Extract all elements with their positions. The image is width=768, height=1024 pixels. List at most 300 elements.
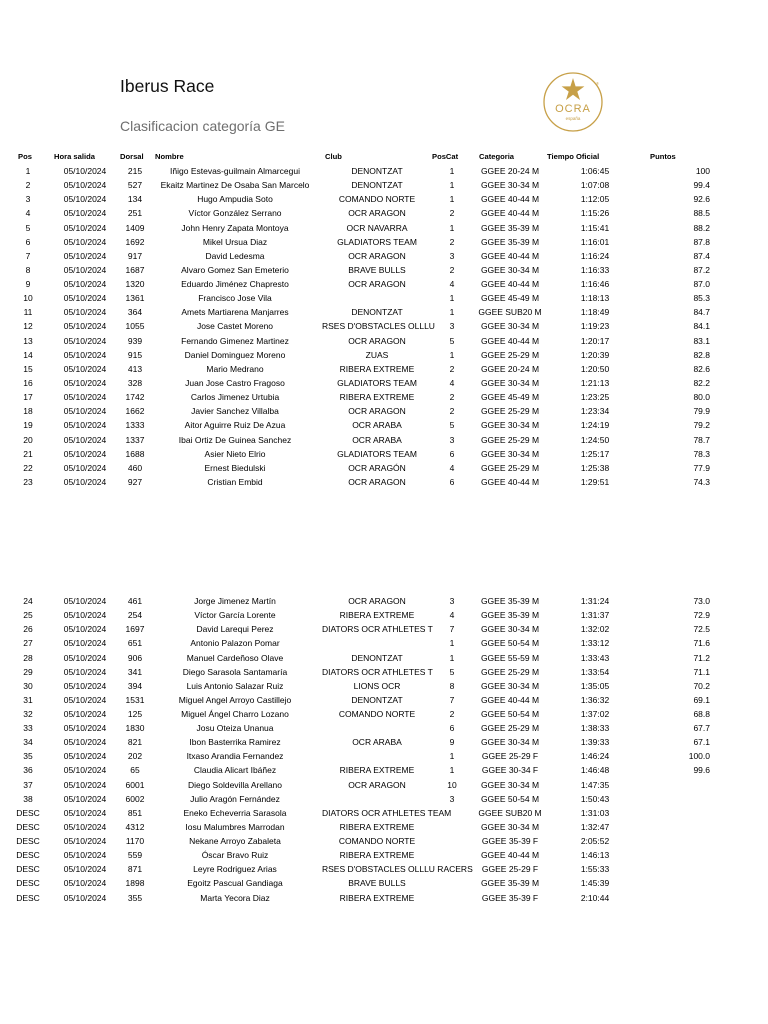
cell-pos: 21 (23, 448, 33, 459)
cell-points (646, 834, 710, 848)
table-row (0, 820, 768, 834)
cell-category-position: 2 (449, 363, 455, 374)
cell-bib: 1055 (125, 321, 145, 332)
cell-club: DENONTZAT (351, 180, 403, 191)
cell-club: DENONTZAT (351, 307, 403, 318)
cell-category: GGEE 25-29 M (480, 723, 540, 734)
cell-bib: 254 (127, 610, 143, 621)
cell-start-time: 05/10/2024 (63, 751, 107, 762)
table-row (0, 319, 768, 333)
cell-name: Egoitz Pascual Gandiaga (187, 878, 283, 889)
cell-name: Diego Soldevilla Arellano (187, 779, 283, 790)
cell-category: GGEE 50-54 M (480, 638, 540, 649)
table-row (0, 876, 768, 890)
cell-points: 78.7 (693, 434, 710, 445)
table-row (0, 390, 768, 404)
cell-pos: 32 (23, 709, 33, 719)
cell-official-time: 1:25:38 (580, 462, 610, 473)
cell-official-time: 1:31:37 (580, 610, 610, 621)
cell-official-time: 1:15:41 (580, 222, 610, 233)
cell-category: GGEE 40-44 M (480, 250, 540, 261)
cell-pos: DESC (16, 892, 40, 903)
cell-club: OCR ARABA (352, 434, 402, 445)
cell-points: 88.2 (693, 222, 710, 233)
cell-category-position: 1 (449, 222, 455, 233)
cell-start-time: 05/10/2024 (63, 222, 107, 233)
cell-category-position (434, 876, 470, 890)
cell-name: Julio Aragón Fernández (190, 793, 280, 804)
cell-official-time: 1:16:24 (580, 250, 610, 261)
cell-start-time: 05/10/2024 (63, 392, 107, 403)
cell-pos: 26 (23, 624, 33, 635)
cell-bib: 939 (127, 335, 143, 346)
cell-category: GGEE 30-34 M (480, 420, 540, 431)
cell-pos: 13 (23, 335, 33, 346)
cell-points: 100.0 (688, 751, 710, 762)
cell-start-time: 05/10/2024 (63, 264, 107, 275)
cell-start-time: 05/10/2024 (63, 680, 107, 691)
cell-club (322, 792, 432, 806)
header-club: Club (325, 152, 342, 161)
cell-start-time: 05/10/2024 (63, 793, 107, 804)
cell-start-time: 05/10/2024 (63, 864, 107, 875)
cell-start-time: 05/10/2024 (63, 878, 107, 889)
cell-category: GGEE 30-34 M (480, 264, 540, 275)
cell-official-time: 1:12:05 (580, 194, 610, 205)
cell-club: RIBERA EXTREME (339, 892, 415, 903)
cell-category-position: 3 (449, 793, 455, 804)
cell-category-position: 4 (449, 462, 455, 473)
cell-name: Miguel Ángel Charro Lozano (181, 709, 289, 719)
table-row (0, 277, 768, 291)
cell-category: GGEE 35-39 M (480, 236, 540, 247)
cell-name: Ibai Ortiz De Guinea Sanchez (178, 434, 292, 445)
cell-points: 82.6 (693, 363, 710, 374)
cell-category-position: 5 (449, 666, 455, 677)
cell-name: Aitor Aguirre Ruiz De Azua (184, 420, 286, 431)
header-category: Categoria (479, 152, 515, 161)
cell-category-position: 8 (449, 680, 455, 691)
cell-category: GGEE 30-34 M (480, 180, 540, 191)
cell-bib: 651 (127, 638, 143, 649)
cell-category: GGEE 35-39 M (480, 878, 540, 889)
cell-bib: 1898 (125, 878, 145, 889)
cell-club: RIBERA EXTREME (339, 765, 415, 776)
cell-official-time: 1:19:23 (580, 321, 610, 332)
header-name: Nombre (155, 152, 184, 161)
cell-club: RIBERA EXTREME (339, 392, 415, 403)
header-category-position: PosCat (432, 152, 459, 161)
cell-start-time: 05/10/2024 (63, 406, 107, 417)
cell-category-position: 1 (449, 652, 455, 663)
cell-start-time: 05/10/2024 (63, 250, 107, 261)
table-row (0, 891, 768, 905)
cell-category: GGEE 30-34 M (480, 821, 540, 832)
cell-bib: 341 (127, 666, 143, 677)
svg-text:®: ® (596, 81, 599, 86)
cell-club: RSES D'OBSTACLES OLLLU (322, 321, 435, 332)
cell-points: 71.6 (693, 638, 710, 649)
cell-points (646, 848, 710, 862)
cell-category-position: 1 (449, 180, 455, 191)
cell-category-position: 2 (449, 236, 455, 247)
cell-start-time: 05/10/2024 (63, 335, 107, 346)
cell-official-time: 1:47:35 (580, 779, 610, 790)
header-pos: Pos (18, 152, 32, 161)
table-row (0, 636, 768, 650)
table-row (0, 348, 768, 362)
cell-category-position (434, 891, 470, 905)
cell-club: LIONS OCR (353, 680, 401, 691)
cell-name: David Ledesma (205, 250, 265, 261)
cell-bib: 6002 (125, 793, 145, 804)
cell-category: GGEE 45-49 M (480, 392, 540, 403)
cell-points: 87.0 (693, 279, 710, 289)
cell-bib: 355 (127, 892, 143, 903)
cell-category: GGEE 25-29 M (480, 462, 540, 473)
cell-points: 80.0 (693, 392, 710, 403)
cell-category: GGEE 50-54 M (480, 793, 540, 804)
cell-club: COMANDO NORTE (338, 709, 416, 719)
cell-points: 99.6 (693, 765, 710, 776)
cell-bib: 461 (127, 596, 143, 606)
cell-club (322, 721, 432, 735)
cell-bib: 364 (127, 307, 143, 318)
cell-category-position: 6 (449, 448, 455, 459)
cell-start-time: 05/10/2024 (63, 236, 107, 247)
cell-official-time: 1:46:24 (580, 751, 610, 762)
cell-points: 79.2 (693, 420, 710, 431)
table-row (0, 418, 768, 432)
cell-bib: 851 (127, 807, 143, 818)
cell-official-time: 1:24:19 (580, 420, 610, 431)
cell-club: DENONTZAT (351, 652, 403, 663)
cell-start-time: 05/10/2024 (63, 652, 107, 663)
cell-points: 87.4 (693, 250, 710, 261)
table-row (0, 249, 768, 263)
cell-pos: 11 (23, 307, 33, 318)
cell-category: GGEE 40-44 M (480, 194, 540, 205)
cell-points: 73.0 (693, 596, 710, 606)
cell-points: 77.9 (693, 462, 710, 473)
cell-pos: 14 (23, 349, 33, 360)
cell-start-time: 05/10/2024 (63, 850, 107, 861)
cell-official-time: 1:23:34 (580, 406, 610, 417)
cell-name: Mario Medrano (206, 363, 264, 374)
table-row (0, 651, 768, 665)
cell-category: GGEE 30-34 M (480, 737, 540, 748)
cell-club: BRAVE BULLS (348, 878, 406, 889)
cell-name: Amets Martiarena Manjarres (181, 307, 289, 318)
cell-pos: 1 (25, 166, 31, 176)
cell-name: Antonio Palazon Pomar (190, 638, 280, 649)
cell-official-time: 1:21:13 (580, 378, 610, 388)
cell-official-time: 2:10:44 (580, 892, 610, 903)
cell-name: Daniel Dominguez Moreno (184, 349, 286, 360)
cell-bib: 413 (127, 363, 143, 374)
cell-pos: DESC (16, 836, 40, 846)
cell-name: Josu Oteiza Unanua (196, 723, 274, 734)
cell-official-time: 1:50:43 (580, 793, 610, 804)
cell-pos: 23 (23, 476, 33, 487)
cell-pos: 29 (23, 666, 33, 677)
table-row (0, 693, 768, 707)
page-subtitle: Clasificacion categoría GE (120, 118, 285, 134)
cell-pos: 17 (23, 392, 33, 403)
cell-pos: DESC (16, 864, 40, 875)
cell-start-time: 05/10/2024 (63, 709, 107, 719)
table-row (0, 665, 768, 679)
cell-points: 100 (695, 166, 710, 176)
cell-name: Jorge Jimenez Martín (194, 596, 276, 606)
cell-start-time: 05/10/2024 (63, 610, 107, 621)
cell-category: GGEE 35-39 M (480, 222, 540, 233)
cell-official-time: 1:16:46 (580, 279, 610, 289)
cell-name: John Henry Zapata Montoya (181, 222, 289, 233)
cell-name: Francisco Jose Vila (198, 293, 272, 304)
cell-start-time: 05/10/2024 (63, 166, 107, 176)
cell-points: 67.1 (693, 737, 710, 748)
ocra-espana-logo-icon (541, 70, 605, 134)
table-row (0, 221, 768, 235)
cell-club: OCR ARAGON (348, 335, 406, 346)
cell-club: OCR ARABA (352, 420, 402, 431)
cell-start-time: 05/10/2024 (63, 892, 107, 903)
cell-bib: 1830 (125, 723, 145, 734)
cell-bib: 460 (127, 462, 143, 473)
cell-bib: 917 (127, 250, 143, 261)
cell-pos: 27 (23, 638, 33, 649)
cell-category: GGEE 45-49 M (480, 293, 540, 304)
cell-club: DIATORS OCR ATHLETES TEAM (322, 807, 452, 818)
cell-club: OCR ARAGON (348, 250, 406, 261)
table-row (0, 192, 768, 206)
svg-text:OCRA: OCRA (555, 103, 591, 115)
cell-points: 72.9 (693, 610, 710, 621)
table-row (0, 721, 768, 735)
cell-category-position: 3 (449, 596, 455, 606)
cell-category: GGEE 25-29 M (480, 349, 540, 360)
cell-pos: 18 (23, 406, 33, 417)
cell-points: 87.2 (693, 264, 710, 275)
cell-category-position: 5 (449, 335, 455, 346)
cell-points: 87.8 (693, 236, 710, 247)
cell-name: Mikel Ursua Diaz (202, 236, 268, 247)
cell-pos: 16 (23, 378, 33, 388)
cell-category: GGEE 30-34 M (480, 321, 540, 332)
cell-category-position: 7 (449, 624, 455, 635)
cell-name: Nekane Arroyo Zabaleta (189, 836, 281, 846)
cell-category-position (434, 848, 470, 862)
cell-category-position: 4 (449, 378, 455, 388)
cell-points (646, 806, 710, 820)
cell-official-time: 1:35:05 (580, 680, 610, 691)
cell-club: DENONTZAT (351, 166, 403, 176)
table-row (0, 206, 768, 220)
cell-category: GGEE 20-24 M (480, 166, 540, 176)
table-header (0, 150, 768, 164)
cell-name: Alvaro Gomez San Emeterio (181, 264, 289, 275)
cell-bib: 1531 (125, 694, 145, 705)
cell-category-position: 10 (447, 779, 457, 790)
cell-category: GGEE 55-59 M (480, 652, 540, 663)
cell-start-time: 05/10/2024 (63, 279, 107, 289)
cell-pos: 33 (23, 723, 33, 734)
cell-official-time: 1:33:43 (580, 652, 610, 663)
cell-category: GGEE 25-29 M (480, 406, 540, 417)
table-row (0, 749, 768, 763)
cell-pos: 15 (23, 363, 33, 374)
header-start-time: Hora salida (54, 152, 95, 161)
cell-start-time: 05/10/2024 (63, 666, 107, 677)
cell-category-position: 3 (449, 321, 455, 332)
cell-points: 78.3 (693, 448, 710, 459)
cell-name: Ekaitz Martinez De Osaba San Marcelo (160, 180, 310, 191)
cell-official-time: 1:16:01 (580, 236, 610, 247)
cell-club (322, 291, 432, 305)
cell-name: Diego Sarasola Santamaría (182, 666, 288, 677)
cell-points: 84.1 (693, 321, 710, 332)
cell-club: OCR ARAGON (348, 596, 406, 606)
cell-category-position: 1 (449, 166, 455, 176)
cell-pos: DESC (16, 878, 40, 889)
cell-points: 82.8 (693, 349, 710, 360)
cell-official-time: 1:32:02 (580, 624, 610, 635)
cell-official-time: 1:46:48 (580, 765, 610, 776)
cell-official-time: 1:16:33 (580, 264, 610, 275)
cell-start-time: 05/10/2024 (63, 194, 107, 205)
cell-bib: 927 (127, 476, 143, 487)
cell-pos: 8 (25, 264, 31, 275)
cell-official-time: 1:24:50 (580, 434, 610, 445)
cell-club: RIBERA EXTREME (339, 850, 415, 861)
cell-club: OCR ARAGON (348, 279, 406, 289)
cell-category-position: 2 (449, 709, 455, 719)
cell-pos: 9 (25, 279, 31, 289)
cell-category: GGEE 25-29 M (480, 666, 540, 677)
cell-points: 82.2 (693, 378, 710, 388)
cell-category-position: 6 (449, 723, 455, 734)
cell-category-position: 1 (449, 765, 455, 776)
cell-bib: 125 (127, 709, 143, 719)
cell-start-time: 05/10/2024 (63, 596, 107, 606)
cell-name: Carlos Jimenez Urtubia (190, 392, 280, 403)
cell-category: GGEE 40-44 M (480, 335, 540, 346)
cell-name: Iñigo Estevas-guilmain Almarcegui (170, 166, 300, 176)
cell-official-time: 1:18:49 (580, 307, 610, 318)
cell-club: OCR NAVARRA (346, 222, 408, 233)
cell-name: Leyre Rodriguez Arias (193, 864, 277, 875)
cell-category: GGEE 35-39 F (481, 892, 539, 903)
cell-pos: DESC (16, 850, 40, 861)
cell-pos: 20 (23, 434, 33, 445)
table-row (0, 433, 768, 447)
table-row (0, 263, 768, 277)
cell-pos: 38 (23, 793, 33, 804)
cell-category: GGEE 40-44 M (480, 279, 540, 289)
cell-bib: 559 (127, 850, 143, 861)
cell-start-time: 05/10/2024 (63, 723, 107, 734)
table-row (0, 778, 768, 792)
cell-name: Claudia Alicart Ibáñez (193, 765, 277, 776)
cell-club: RIBERA EXTREME (339, 821, 415, 832)
cell-official-time: 1:15:26 (580, 208, 610, 219)
cell-name: Eneko Echeverria Sarasola (183, 807, 287, 818)
cell-pos: 22 (23, 462, 33, 473)
table-row (0, 834, 768, 848)
table-row (0, 735, 768, 749)
cell-bib: 65 (130, 765, 140, 776)
cell-pos: 5 (25, 222, 31, 233)
table-row (0, 164, 768, 178)
cell-category-position: 6 (449, 476, 455, 487)
cell-pos: 24 (23, 596, 33, 606)
cell-points: 74.3 (693, 476, 710, 487)
cell-start-time: 05/10/2024 (63, 420, 107, 431)
cell-pos: 12 (23, 321, 33, 332)
cell-bib: 1688 (125, 448, 145, 459)
cell-points: 71.2 (693, 652, 710, 663)
table-row (0, 622, 768, 636)
cell-category: GGEE 30-34 F (481, 765, 539, 776)
cell-start-time: 05/10/2024 (63, 378, 107, 388)
cell-pos: DESC (16, 807, 40, 818)
cell-official-time: 1:45:39 (580, 878, 610, 889)
cell-official-time: 1:18:13 (580, 293, 610, 304)
cell-points (646, 792, 710, 806)
cell-bib: 1337 (125, 434, 145, 445)
cell-official-time: 1:39:33 (580, 737, 610, 748)
cell-category: GGEE 25-29 M (480, 434, 540, 445)
table-row (0, 848, 768, 862)
cell-bib: 1409 (125, 222, 145, 233)
cell-club: GLADIATORS TEAM (337, 378, 417, 388)
cell-pos: DESC (16, 821, 40, 832)
cell-official-time: 1:06:45 (580, 166, 610, 176)
cell-start-time: 05/10/2024 (63, 779, 107, 790)
table-row (0, 594, 768, 608)
cell-category-position: 7 (449, 694, 455, 705)
cell-name: David Larequi Perez (196, 624, 274, 635)
cell-category: GGEE 50-54 M (480, 709, 540, 719)
cell-category-position: 1 (449, 638, 455, 649)
cell-bib: 1333 (125, 420, 145, 431)
svg-text:españa: españa (565, 116, 581, 121)
cell-club: OCR ARAGON (348, 208, 406, 219)
cell-club: COMANDO NORTE (338, 836, 416, 846)
cell-start-time: 05/10/2024 (63, 349, 107, 360)
cell-official-time: 1:55:33 (580, 864, 610, 875)
cell-points: 92.6 (693, 194, 710, 205)
cell-category-position: 1 (449, 307, 455, 318)
cell-category-position: 2 (449, 392, 455, 403)
cell-category-position: 4 (449, 279, 455, 289)
cell-pos: 3 (25, 194, 31, 205)
cell-club: OCR ARAGON (348, 406, 406, 417)
cell-points (646, 820, 710, 834)
table-row (0, 235, 768, 249)
cell-start-time: 05/10/2024 (63, 694, 107, 705)
cell-points (646, 778, 710, 792)
cell-name: Iosu Malumbres Marrodan (185, 821, 285, 832)
table-row (0, 334, 768, 348)
cell-start-time: 05/10/2024 (63, 307, 107, 318)
cell-name: Javier Sanchez Villalba (191, 406, 279, 417)
cell-club (322, 636, 432, 650)
table-row (0, 178, 768, 192)
cell-category: GGEE 40-44 M (480, 476, 540, 487)
cell-category: GGEE 30-34 M (480, 448, 540, 459)
